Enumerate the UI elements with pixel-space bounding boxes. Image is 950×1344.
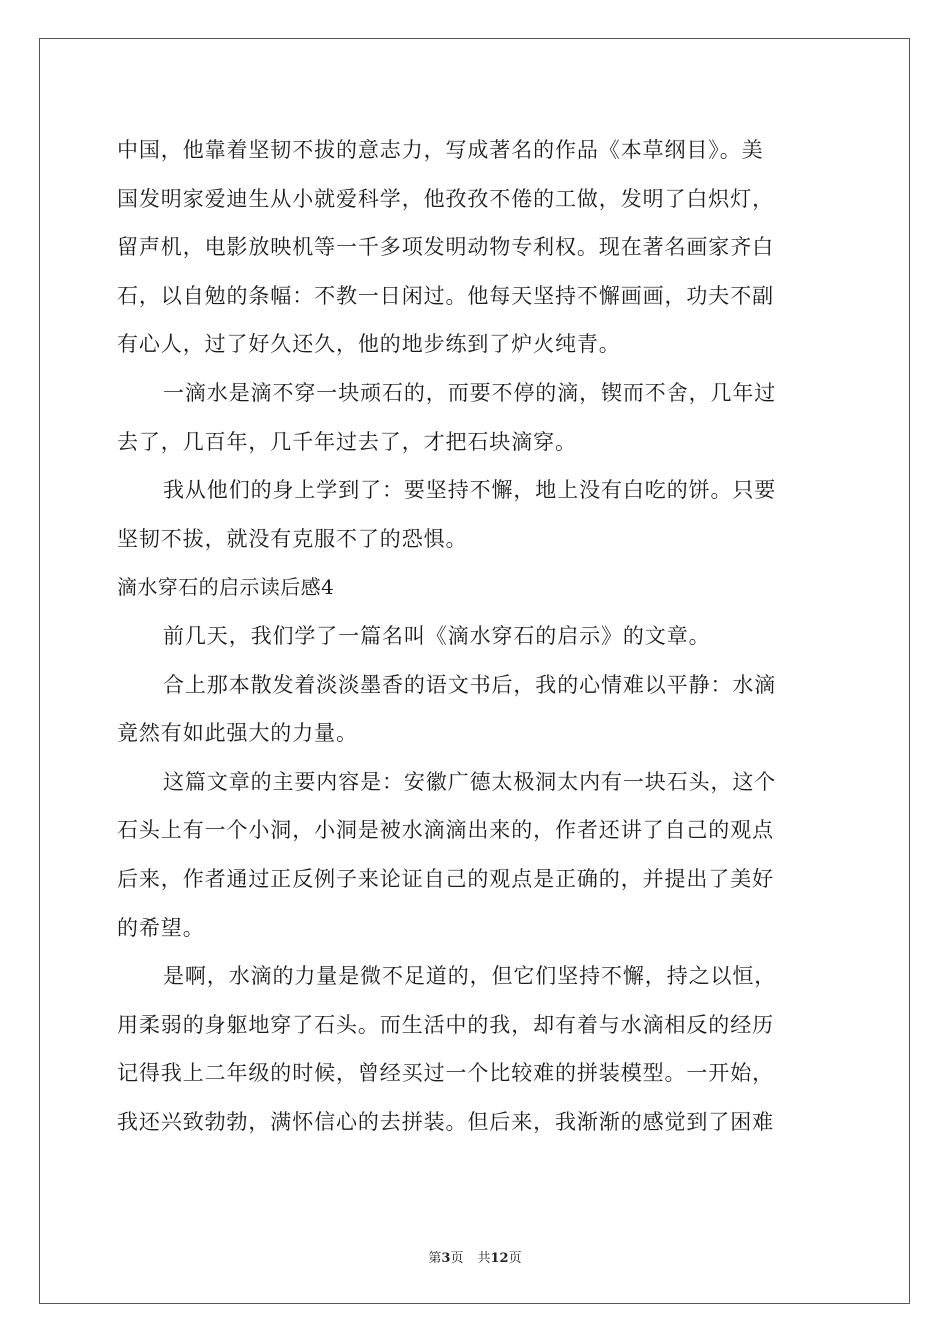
paragraph-first-line: 我从他们的身上学到了：要坚持不懈，地上没有白吃的饼。只要 <box>163 478 777 503</box>
text-line: 的希望。 <box>117 915 205 940</box>
document-body <box>117 126 833 1146</box>
page-suffix: 页 <box>450 1251 464 1266</box>
page-number: 3 <box>441 1251 451 1266</box>
page-prefix: 第 <box>428 1251 442 1266</box>
text-line: 我还兴致勃勃，满怀信心的去拼装。但后来，我渐渐的感觉到了困难 <box>117 1109 774 1134</box>
text-line: 竟然有如此强大的力量。 <box>117 721 358 746</box>
text-line: 国发明家爱迪生从小就爱科学，他孜孜不倦的工做，发明了白炽灯， <box>117 186 774 211</box>
text-line: 石头上有一个小洞，小洞是被水滴滴出来的，作者还讲了自己的观点 <box>117 818 774 843</box>
text-line: 记得我上二年级的时候，曾经买过一个比较难的拼装模型。一开始， <box>117 1061 774 1086</box>
page-footer <box>0 1247 950 1266</box>
paragraph-first-line: 前几天，我们学了一篇名叫《滴水穿石的启示》的文章。 <box>163 623 711 648</box>
paragraph-first-line: 是啊，水滴的力量是微不足道的，但它们坚持不懈，持之以恒， <box>163 964 777 989</box>
text-line: 后来，作者通过正反例子来论证自己的观点是正确的，并提出了美好 <box>117 866 774 891</box>
text-line: 用柔弱的身躯地穿了石头。而生活中的我，却有着与水滴相反的经历 <box>117 1012 774 1037</box>
total-prefix: 共 <box>477 1251 491 1266</box>
text-line: 有心人，过了好久还久，他的地步练到了炉火纯青。 <box>117 332 621 357</box>
paragraph-first-line: 这篇文章的主要内容是：安徽广德太极洞太内有一块石头，这个 <box>163 769 777 794</box>
paragraph-first-line: 一滴水是滴不穿一块顽石的，而要不停的滴，锲而不舍，几年过 <box>163 380 777 405</box>
section-heading: 滴水穿石的启示读后感4 <box>117 575 335 600</box>
text-line: 石，以自勉的条幅：不教一日闲过。他每天坚持不懈画画，功夫不副 <box>117 283 774 308</box>
total-suffix: 页 <box>508 1251 522 1266</box>
text-line: 去了，几百年，几千年过去了，才把石块滴穿。 <box>117 429 577 454</box>
text-line: 留声机，电影放映机等一千多项发明动物专利权。现在著名画家齐白 <box>117 235 774 260</box>
text-line: 坚韧不拔，就没有克服不了的恐惧。 <box>117 526 468 551</box>
total-pages: 12 <box>490 1251 509 1266</box>
paragraph-first-line: 合上那本散发着淡淡墨香的语文书后，我的心情难以平静：水滴 <box>163 672 777 697</box>
text-line: 中国，他靠着坚韧不拔的意志力，写成著名的作品《本草纲目》。美 <box>117 138 764 162</box>
